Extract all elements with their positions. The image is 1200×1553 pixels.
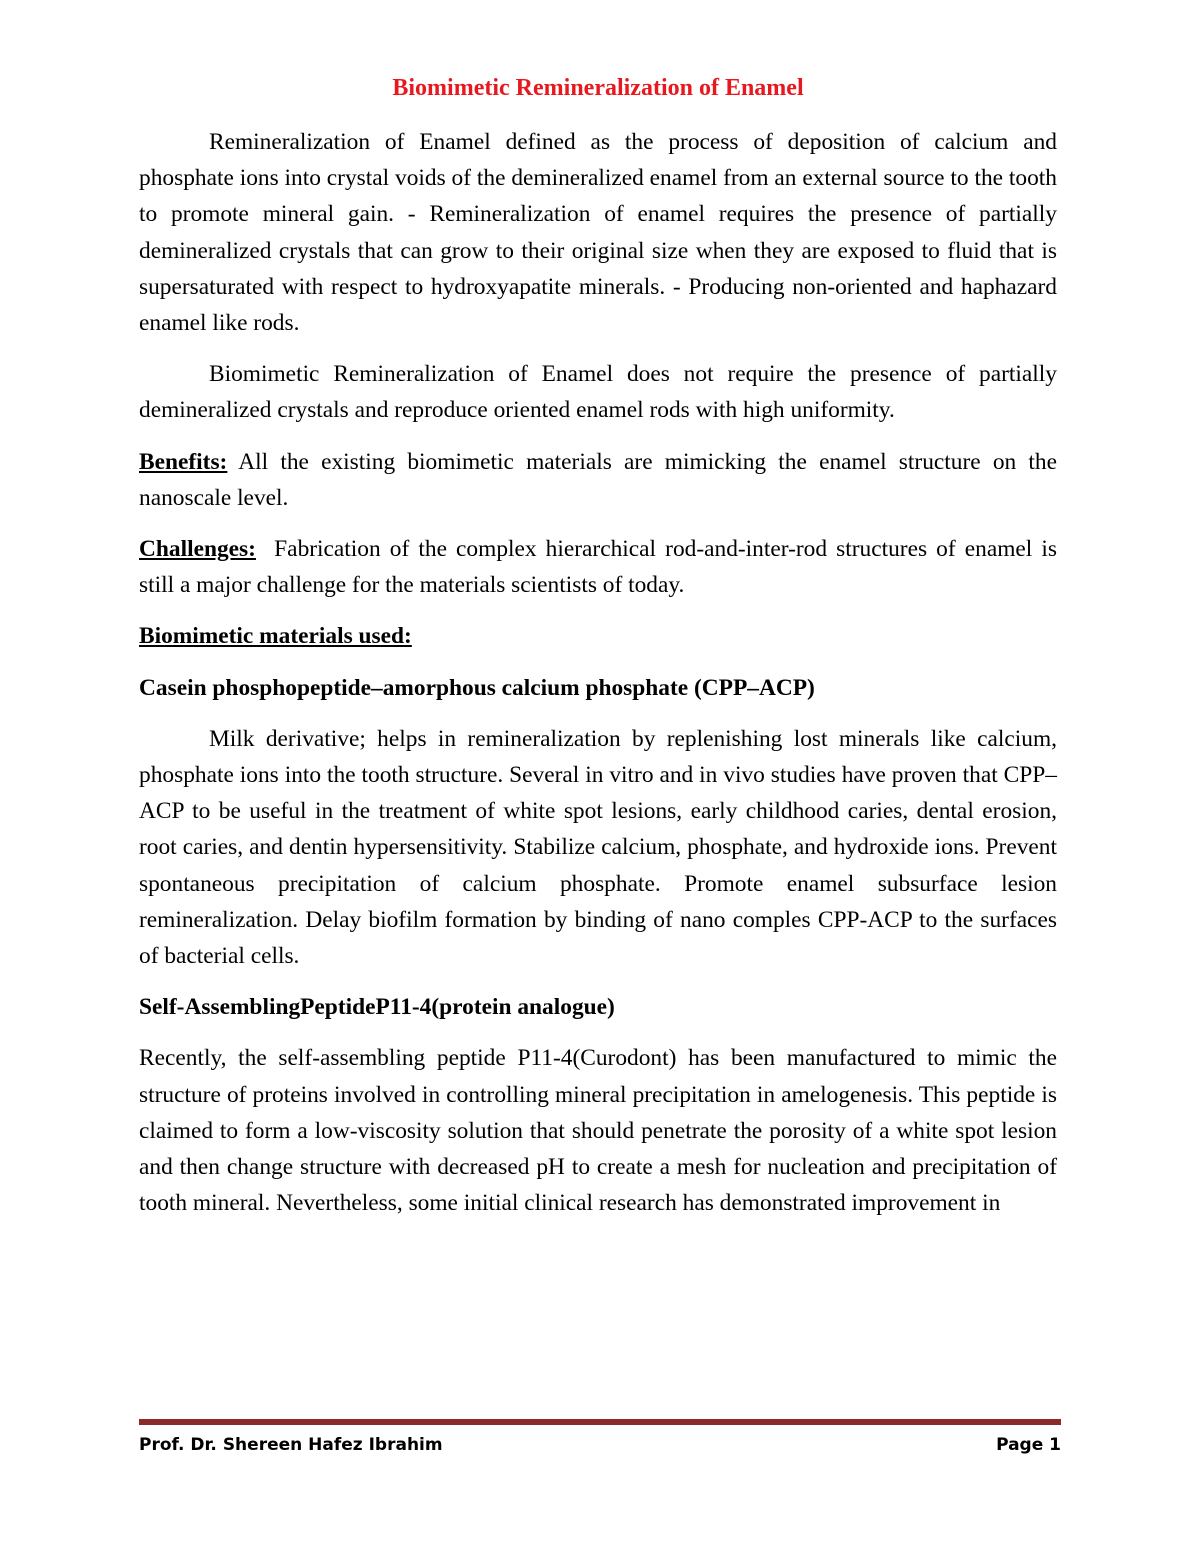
challenges-text: Fabrication of the complex hierarchical rod-and-inter-rod structures of enamel is still a major challenge for the materials scientists of today.: [139, 536, 1057, 599]
document-title: Biomimetic Remineralization of Enamel: [392, 75, 804, 101]
peptide-heading: Self-AssemblingPeptideP11-4(protein analogue): [139, 994, 615, 1021]
benefits-text: All the existing biomimetic materials are mimicking the enamel structure on the nanoscale level.: [139, 448, 1057, 511]
cpp-acp-heading: Casein phosphopeptide–amorphous calcium phosphate (CPP–ACP): [139, 674, 815, 701]
benefits-label: Benefits:: [139, 448, 228, 475]
peptide-paragraph: Recently, the self-assembling peptide P11-4(Curodont) has been manufactured to mimic the structure of proteins involved in controlling mineral precipitation in amelogenesis. This peptide is claimed to form a low-viscosity solution that should penetrate the porosity of a white spot lesion and then change structure with decreased pH to create a mesh for nucleation and precipitation of tooth mineral. Nevertheless, some initial clinical research has demonstrated improvement in: [139, 1045, 1057, 1217]
challenges-paragraph: [139, 531, 1057, 603]
biomimetic-paragraph: Biomimetic Remineralization of Enamel does not require the presence of partially demineralized crystals and reproduce oriented enamel rods with high uniformity.: [139, 361, 1057, 424]
materials-heading: Biomimetic materials used:: [139, 623, 412, 650]
page-number: Page 1: [996, 1435, 1061, 1455]
challenges-label: Challenges:: [139, 536, 256, 563]
intro-paragraph: Remineralization of Enamel defined as the process of deposition of calcium and phosphate ions into crystal voids of the demineralized enamel from an external source to the tooth to promote mineral gain. - Remineralization of enamel requires the presence of partially demineralized crystals that can grow to their original size when they are exposed to fluid that is supersaturated with respect to hydroxyapatite minerals. - Producing non-oriented and haphazard enamel like rods.: [139, 129, 1057, 337]
document-body: [139, 70, 1057, 1236]
benefits-paragraph: [139, 444, 1057, 516]
cpp-acp-paragraph: Milk derivative; helps in remineralization by replenishing lost minerals like calcium, phosphate ions into the tooth structure. Several in vitro and in vivo studies have proven that CPP–ACP to be useful in the treatment of white spot lesions, early childhood caries, dental erosion, root caries, and dentin hypersensitivity. Stabilize calcium, phosphate, and hydroxide ions. Prevent spontaneous precipitation of calcium phosphate. Promote enamel subsurface lesion remineralization. Delay biofilm formation by binding of nano comples CPP-ACP to the surfaces of bacterial cells.: [139, 725, 1057, 970]
footer-author: Prof. Dr. Shereen Hafez Ibrahim: [139, 1435, 443, 1455]
footer-divider: [139, 1419, 1061, 1425]
